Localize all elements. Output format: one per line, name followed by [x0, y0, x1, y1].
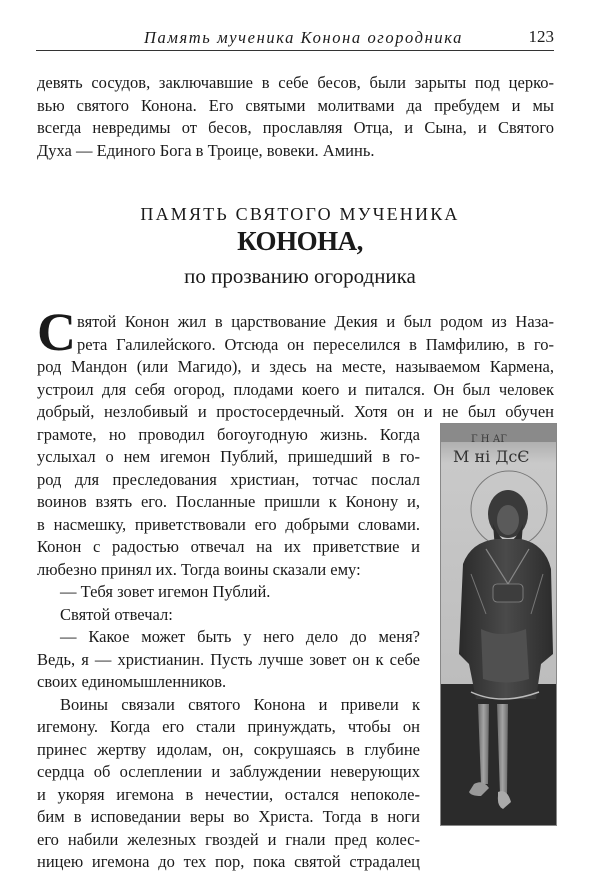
text-line: своих единомышленников. — [37, 672, 227, 691]
text-line: вью святого Конона. Его святыми молитвами да пребудем и мы — [37, 95, 554, 115]
svg-text:Г Н АГ: Г Н АГ — [471, 434, 507, 445]
text-line: сердца об ослеплении и заблуждении неверующих — [37, 762, 420, 781]
text-line: Духа — Единого Бога в Троице, вовеки. Аминь. — [37, 140, 375, 160]
text-line: Конон с радостью отвечал на их приветствие и — [37, 537, 420, 556]
header-rule — [36, 50, 554, 51]
text-line: — Тебя зовет игемон Публий. — [60, 582, 271, 601]
text-line: услыхал о нем игемон Публий, пришедший в го- — [37, 447, 420, 466]
text-line: — Какое может быть у него дело до меня? — [60, 627, 420, 646]
running-title: Память мученика Конона огородника — [144, 28, 464, 47]
text-line: рета Галилейского. Отсюда он переселился в Памфилию, в го- — [77, 334, 554, 354]
text-line: в насмешку, приветствовали его добрыми словами. — [37, 514, 420, 534]
text-line: бим в исповедании веры во Христа. Тогда в ноги — [37, 807, 420, 826]
svg-text:М ні ДсЄ: М ні ДсЄ — [453, 447, 530, 466]
text-line: его набили железных гвоздей и гнали пред колес- — [37, 829, 420, 849]
drop-cap: С — [37, 302, 76, 362]
text-line: Ведь, я — христианин. Пусть лучше зовет он к себе — [37, 649, 420, 669]
text-line: воинов взять его. Посланные пришли к Конону и, — [37, 492, 420, 511]
text-line: любезно принял их. Тогда воины сказали ему: — [37, 559, 361, 579]
text-line: ницею игемона до тех пор, пока святой страдалец — [37, 852, 420, 871]
chapter-heading-line1: ПАМЯТЬ СВЯТОГО МУЧЕНИКА — [140, 204, 460, 224]
running-head — [36, 28, 554, 50]
opening-paragraph — [37, 72, 554, 162]
page-number: 123 — [528, 27, 554, 46]
text-line: девять сосудов, заключавшие в себе бесов, были зарыты под церко- — [37, 73, 554, 92]
chapter-heading-subtitle: по прозванию огородника — [184, 264, 416, 288]
text-line: игемону. Когда его стали принуждать, чтобы он — [37, 717, 420, 736]
text-line: род Мандон (или Магидо), и здесь на месте, называемом Кармена, — [37, 357, 554, 376]
saint-icon-image — [440, 423, 557, 826]
text-line: род для преследования христиан, тотчас послал — [37, 469, 420, 489]
text-line: грамоте, но проводил богоугодную жизнь. Когда — [37, 424, 420, 444]
text-line: устроил для себя огород, плодами коего и питался. Он был человек — [37, 379, 554, 399]
text-line: вятой Конон жил в царствование Декия и был родом из Наза- — [77, 312, 554, 331]
text-line: и укоряя игемона в нечестии, остался непоколе- — [37, 784, 420, 804]
text-line: Святой отвечал: — [60, 604, 173, 624]
text-line: добрый, незлобивый и простосердечный. Хотя он и не был обучен — [37, 402, 554, 421]
text-line: принес жертву идолам, он, сокрушаясь в глубине — [37, 739, 420, 759]
text-line: Воины связали святого Конона и привели к — [60, 694, 420, 714]
text-line: всегда невредимы от бесов, прославляя Отца, и Сына, и Святого — [37, 118, 554, 137]
chapter-heading-name: КОНОНА, — [237, 226, 363, 256]
